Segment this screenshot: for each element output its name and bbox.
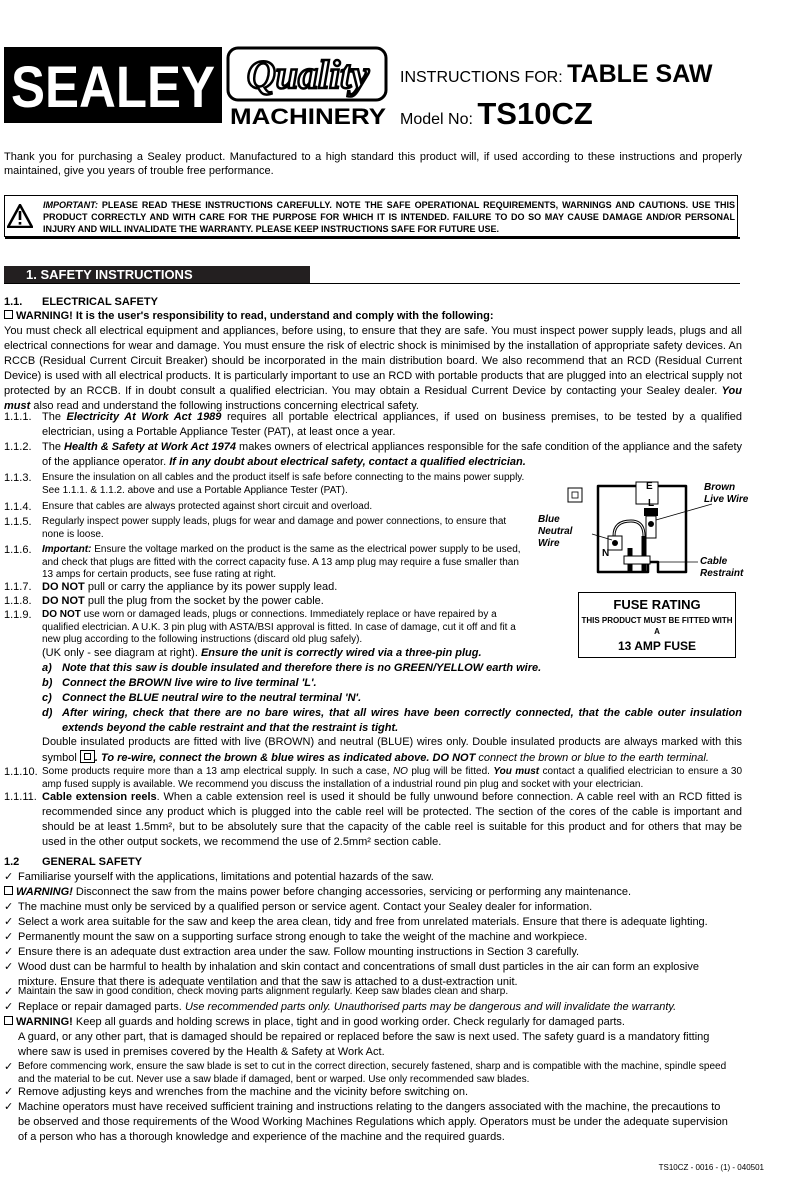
tick-icon: ✓: [4, 1101, 14, 1113]
g10-b: Keep all guards and holding screws in place, tight and in good working order. Check regularly for damaged parts.: [72, 1016, 625, 1028]
general-number: 1.2: [4, 856, 20, 868]
general-item-10: [4, 1015, 625, 1030]
section-header-safety: 1. SAFETY INSTRUCTIONS: [4, 266, 310, 284]
sub-c: Connect the BLUE neutral wire to the neutral terminal 'N'.: [62, 692, 362, 704]
important-notice-box: [4, 195, 738, 237]
i111-c: requires all portable electrical appliances, if used on business premises, to be tested by a qualified electrician, using a Portable Appliance Tester (PAT), at least once a year.: [42, 411, 742, 438]
i119-c: (UK only - see diagram at right).: [42, 647, 201, 659]
electrical-intro: [4, 324, 742, 414]
i112-b: Health & Safety at Work Act 1974: [64, 441, 236, 453]
item-1-1-2-number: 1.1.2.: [4, 441, 32, 453]
i112-c: makes owners of electrical appliances responsible for the safe condition of the appliance and the safety of the appliance operator.: [42, 441, 742, 468]
i1110-b: NO: [392, 766, 408, 777]
item-1-1-11: [42, 790, 742, 850]
terminal-l-label: L: [648, 498, 655, 509]
item-1-1-7: [42, 580, 337, 595]
product-name: TABLE SAW: [567, 60, 713, 88]
general-item-2: [4, 885, 631, 900]
tick-icon: ✓: [4, 1001, 14, 1013]
i112-a: The: [42, 441, 65, 453]
general-item-9: [18, 1000, 676, 1015]
footer-code: TS10CZ - 0016 - (1) - 040501: [658, 1163, 764, 1172]
general-item-1: Familiarise yourself with the applications, limitations and potential hazards of the saw.: [18, 871, 434, 883]
general-item-4: Select a work area suitable for the saw and keep the area clean, tidy and free from unrelated materials. Ensure that there is adequate lighting.: [18, 916, 708, 928]
item-1-1-5-number: 1.1.5.: [4, 516, 32, 528]
sealey-logo: [4, 47, 222, 123]
i117-b: pull or carry the appliance by its power supply lead.: [84, 581, 338, 593]
model-line: [400, 96, 593, 132]
checkbox-icon: [4, 886, 13, 895]
tick-icon: ✓: [4, 961, 14, 973]
i1111-b: . When a cable extension reel is used it should be fully unwound before connection. A cable reel with an RCD fitted is recommended since any product which is plugged into the cable reel will be protected. The section of the cores of the cable is important and should be at least 1.5mm², but to be absolutely sure that the capacity of the cable reel is suitable for this product and for others that may be used in the other output sockets, we recommend the use of 2.5mm² section cable.: [42, 791, 742, 848]
tick-icon: ✓: [4, 986, 14, 998]
electrical-number: 1.1.: [4, 296, 23, 308]
item-1-1-9: [42, 609, 530, 647]
sub-d-letter: d): [42, 707, 53, 719]
instructions-prefix: INSTRUCTIONS FOR:: [400, 69, 563, 86]
i1110-d: You must: [493, 766, 540, 777]
section-header-rule: [4, 283, 740, 284]
electrical-title: ELECTRICAL SAFETY: [42, 296, 158, 308]
i117-a: DO NOT: [42, 581, 85, 593]
item-1-1-7-number: 1.1.7.: [4, 581, 32, 593]
checkbox-icon: [4, 310, 13, 319]
general-item-3: The machine must only be serviced by a qualified person or service agent. Contact your Sealey dealer for information.: [18, 901, 593, 913]
blue-neutral-wire-label: Blue Neutral Wire: [538, 514, 573, 549]
i1110-e: contact a qualified electrician to ensure a 30 amp fused supply is available. We recommend you discuss the installation of a industrial round pin plug and socket with your electrician.: [42, 766, 743, 790]
i111-a: The: [42, 411, 67, 423]
i1110-c: plug will be fitted.: [407, 766, 494, 777]
model-prefix: Model No:: [400, 111, 473, 128]
i116-b: Ensure the voltage marked on the product is the same as the electrical power supply to be used, and check that plugs are fitted with the correct capacity fuse. A 13 amp plug may require a fuse smaller than 13 amps for certain products, see fuse rating at right.: [42, 544, 521, 580]
important-label: IMPORTANT:: [43, 200, 98, 210]
item-1-1-11-number: 1.1.11.: [4, 791, 37, 803]
item-1-1-3-number: 1.1.3.: [4, 472, 32, 484]
electrical-intro-b: also read and understand the following instructions concerning electrical safety.: [30, 400, 419, 412]
item-1-1-3: Ensure the insulation on all cables and the product itself is safe before connecting to the mains power supply. See 1.1.1. & 1.1.2. above and use a Portable Appliance Tester (PAT).: [42, 472, 525, 496]
item-1-1-10-number: 1.1.10.: [4, 766, 38, 778]
terminal-n-label: N: [602, 548, 610, 559]
tick-icon: ✓: [4, 901, 14, 913]
item-1-1-1-number: 1.1.1.: [4, 411, 32, 423]
electrical-warning-line: [4, 310, 494, 322]
sub-d: After wiring, check that there are no bare wires, that all wires have been correctly connected, that the cable outer insulation extends beyond the cable restraint and that the restraint is tight.: [62, 707, 742, 734]
item-1-1-10: [42, 766, 742, 791]
double-insulated-note: [42, 735, 742, 766]
item-1-1-9-number: 1.1.9.: [4, 609, 32, 621]
quality-machinery-logo: [226, 44, 390, 128]
i112-d: If in any doubt about electrical safety, contact a qualified electrician.: [169, 456, 526, 468]
g9-a: Replace or repair damaged parts.: [18, 1001, 185, 1013]
g10-a: WARNING!: [16, 1016, 73, 1028]
item-1-1-8: [42, 594, 324, 609]
i118-a: DO NOT: [42, 595, 85, 607]
quality-script-text: Quality: [246, 52, 370, 97]
double-b: . To re-wire, connect the brown & blue wires as indicated above. DO NOT: [94, 752, 476, 764]
g2-a: WARNING!: [16, 886, 73, 898]
sub-a: Note that this saw is double insulated and therefore there is no GREEN/YELLOW earth wire.: [62, 662, 542, 674]
electrical-intro-must: You must: [4, 385, 742, 412]
sub-b: Connect the BROWN live wire to live terminal 'L'.: [62, 677, 317, 689]
general-item-13: Machine operators must have received sufficient training and instructions relating to the dangers associated with the machine, the precautions to be observed and those requirements of the Wood Working Machines Regulations which apply. Operators must be under the adequate supervision of a person who has a thorough knowledge and experience of the machine and the required guards.: [18, 1101, 728, 1143]
general-item-10-cont: A guard, or any other part, that is damaged should be repaired or replaced before the saw is next used. The safety guard is a mandatory fitting where saw is used in premises covered by the Health & Safety at Work Act.: [18, 1031, 710, 1058]
item-1-1-2: [42, 440, 742, 470]
fuse-rating-title: FUSE RATING: [613, 597, 701, 612]
i111-b: Electricity At Work Act 1989: [66, 411, 222, 423]
fuse-rating-sub: THIS PRODUCT MUST BE FITTED WITH A: [581, 616, 733, 636]
i1110-a: Some products require more than a 13 amp electrical supply. In such a case,: [42, 766, 393, 777]
item-1-1-1: [42, 410, 742, 440]
g2-b: Disconnect the saw from the mains power before changing accessories, servicing or performing any maintenance.: [72, 886, 632, 898]
important-text: [43, 199, 735, 235]
general-item-7: Wood dust can be harmful to health by inhalation and skin contact and concentrations of small dust particles in the air can form an explosive mixture. Ensure that there is adequate ventilation and that the saw is attached to a dust-extraction unit.: [18, 961, 699, 988]
sub-b-letter: b): [42, 677, 53, 689]
tick-icon: ✓: [4, 946, 14, 958]
warning-line-text: WARNING! It is the user's responsibility to read, understand and comply with the following:: [16, 310, 494, 322]
g9-b: Use recommended parts only. Unauthorised parts may be dangerous and will invalidate the warranty.: [184, 1001, 677, 1013]
sub-c-letter: c): [42, 692, 52, 704]
tick-icon: ✓: [4, 871, 14, 883]
general-item-8: Maintain the saw in good condition, check moving parts alignment regularly. Keep saw blades clean and sharp.: [18, 986, 509, 997]
item-1-1-4-number: 1.1.4.: [4, 501, 32, 513]
machinery-text: MACHINERY: [230, 104, 387, 128]
i119-d: Ensure the unit is correctly wired via a three-pin plug.: [200, 647, 482, 659]
intro-text: Thank you for purchasing a Sealey product. Manufactured to a high standard this product will, if used according to these instructions and properly maintained, give you years of trouble free performance.: [4, 151, 742, 177]
double-a: Double insulated products are fitted with live (BROWN) and neutral (BLUE) wires only. Double insulated products are always marked with this symbol: [42, 736, 742, 764]
sub-a-letter: a): [42, 662, 52, 674]
checkbox-icon: [4, 1016, 13, 1025]
instructions-title: [400, 60, 713, 89]
general-item-12: Remove adjusting keys and wrenches from the machine and the vicinity before switching on.: [18, 1086, 469, 1098]
tick-icon: ✓: [4, 931, 14, 943]
plug-wiring-diagram: [536, 476, 756, 586]
tick-icon: ✓: [4, 916, 14, 928]
item-1-1-9-uk: [42, 646, 482, 661]
i119-b: use worn or damaged leads, plugs or connections. Immediately replace or have repaired by a qualified electrician. A U.K. 3 pin plug with ASTA/BSI approval is fitted. In case of damage, cut it off and fit a new plug according to the following instructions (discard old plug safely).: [42, 609, 516, 645]
general-title: GENERAL SAFETY: [42, 856, 143, 868]
item-1-1-4: Ensure that cables are always protected against short circuit and overload.: [42, 501, 373, 512]
item-1-1-6: [42, 544, 530, 582]
tick-icon: ✓: [4, 1061, 14, 1073]
item-1-1-8-number: 1.1.8.: [4, 595, 32, 607]
general-item-6: Ensure there is an adequate dust extraction area under the saw. Follow mounting instructions in Section 3 carefully.: [18, 946, 580, 958]
model-number: TS10CZ: [477, 96, 593, 131]
general-item-5: Permanently mount the saw on a supporting surface strong enough to take the weight of the machine and workpiece.: [18, 931, 588, 943]
tick-icon: ✓: [4, 1086, 14, 1098]
double-insulated-symbol-icon: [80, 750, 95, 763]
warning-triangle-icon: [7, 204, 33, 228]
important-body: PLEASE READ THESE INSTRUCTIONS CAREFULLY. NOTE THE SAFE OPERATIONAL REQUIREMENTS, WARNINGS AND CAUTIONS. USE THIS PRODUCT CORRECTLY AND WITH CARE FOR THE PURPOSE FOR WHICH IT IS INTENDED. FAILURE TO DO SO MAY CAUSE DAMAGE AND/OR PERSONAL INJURY AND WILL INVALIDATE THE WARRANTY. PLEASE KEEP INSTRUCTIONS SAFE FOR FUTURE USE.: [43, 200, 735, 234]
cable-restraint-label: Cable Restraint: [700, 556, 744, 579]
double-c: connect the brown or blue to the earth terminal.: [475, 752, 709, 764]
fuse-rating-amp: 13 AMP FUSE: [617, 639, 697, 653]
i119-a: DO NOT: [42, 609, 81, 620]
i116-a: Important:: [42, 544, 92, 555]
sealey-logo-text: SEALEY: [11, 55, 215, 120]
item-1-1-5: Regularly inspect power supply leads, plugs for wear and damage and power connections, to ensure that none is loose.: [42, 516, 507, 540]
brown-live-wire-label: Brown Live Wire: [704, 482, 749, 505]
i1111-a: Cable extension reels: [42, 791, 157, 803]
electrical-intro-a: You must check all electrical equipment and appliances, before using, to ensure that they are safe. You must inspect power supply leads, plugs and all electrical connections for wear and damage. You must ensure the risk of electric shock is minimised by the installation of appropriate safety devices. An RCCB (Residual Current Circuit Breaker) should be incorporated in the main distribution board. We also recommend that an RCD (Residual Current Device) is used with all electrical products. It is particularly important to use an RCD with portable products that are plugged into an electrical supply not protected by an RCCB. If in doubt consult a qualified electrician. You may obtain a Residual Current Device by contacting your Sealey dealer.: [4, 325, 742, 397]
fuse-rating-box: [578, 592, 736, 658]
terminal-e-label: E: [646, 481, 653, 492]
item-1-1-6-number: 1.1.6.: [4, 544, 32, 556]
general-item-11: Before commencing work, ensure the saw blade is set to cut in the correct direction, securely fastened, sharp and is compatible with the machine, spindle speed and the material to be cut. Never use a saw blade if damaged, bent or warped. Use only recommended saw blades.: [18, 1061, 727, 1085]
i118-b: pull the plug from the socket by the power cable.: [84, 595, 324, 607]
